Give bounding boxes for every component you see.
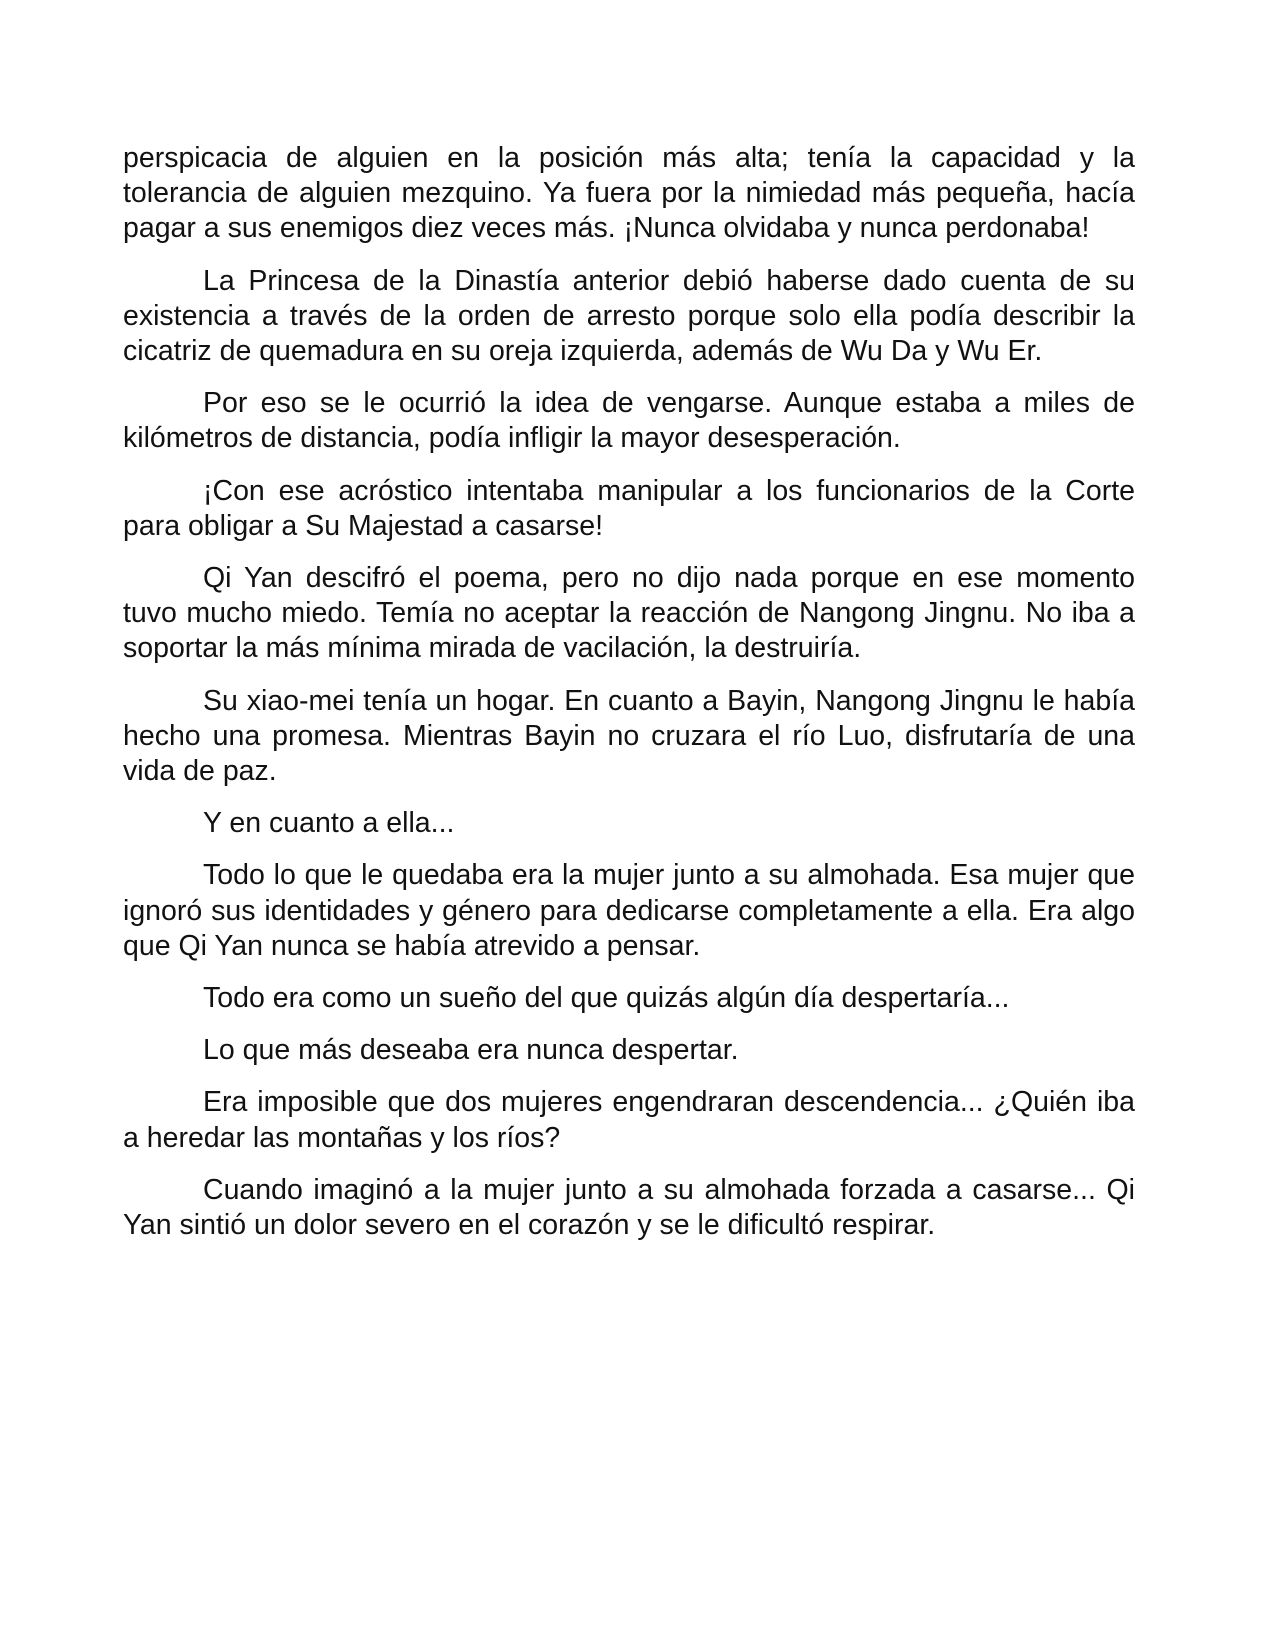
paragraph-5: Qi Yan descifró el poema, pero no dijo nada porque en ese momento tuvo mucho miedo. Temía no aceptar la reacción de Nangong Jingnu. No iba a soportar la más mínima mirada de vacilación, la destruiría. [123, 562, 1135, 665]
paragraph-12: Cuando imaginó a la mujer junto a su almohada forzada a casarse... Qi Yan sintió un dolor severo en el corazón y se le dificultó respirar. [123, 1173, 1135, 1242]
paragraph-9: Todo era como un sueño del que quizás algún día despertaría... [203, 982, 1010, 1015]
paragraph-11: Era imposible que dos mujeres engendraran descendencia... ¿Quién iba a heredar las montañas y los ríos? [123, 1086, 1135, 1154]
document-page [123, 141, 1135, 1260]
paragraph-8: Todo lo que le quedaba era la mujer junto a su almohada. Esa mujer que ignoró sus identidades y género para dedicarse completamente a ella. Era algo que Qi Yan nunca se había atrevido a pensar. [123, 859, 1135, 962]
paragraph-10: Lo que más deseaba era nunca despertar. [203, 1034, 739, 1067]
paragraph-1: perspicacia de alguien en la posición más alta; tenía la capacidad y la tolerancia de alguien mezquino. Ya fuera por la nimiedad más pequeña, hacía pagar a sus enemigos diez veces más. ¡Nunca olvidaba y nunca perdonaba! [123, 142, 1135, 245]
paragraph-4: ¡Con ese acróstico intentaba manipular a los funcionarios de la Corte para obligar a Su Majestad a casarse! [123, 474, 1135, 542]
paragraph-3: Por eso se le ocurrió la idea de vengarse. Aunque estaba a miles de kilómetros de distancia, podía infligir la mayor desesperación. [123, 387, 1135, 455]
paragraph-2: La Princesa de la Dinastía anterior debió haberse dado cuenta de su existencia a través de la orden de arresto porque solo ella podía describir la cicatriz de quemadura en su oreja izquierda, además de Wu Da y Wu Er. [123, 264, 1135, 368]
paragraph-7: Y en cuanto a ella... [203, 807, 455, 840]
paragraph-6: Su xiao-mei tenía un hogar. En cuanto a Bayin, Nangong Jingnu le había hecho una promesa. Mientras Bayin no cruzara el río Luo, disfrutaría de una vida de paz. [123, 684, 1135, 788]
